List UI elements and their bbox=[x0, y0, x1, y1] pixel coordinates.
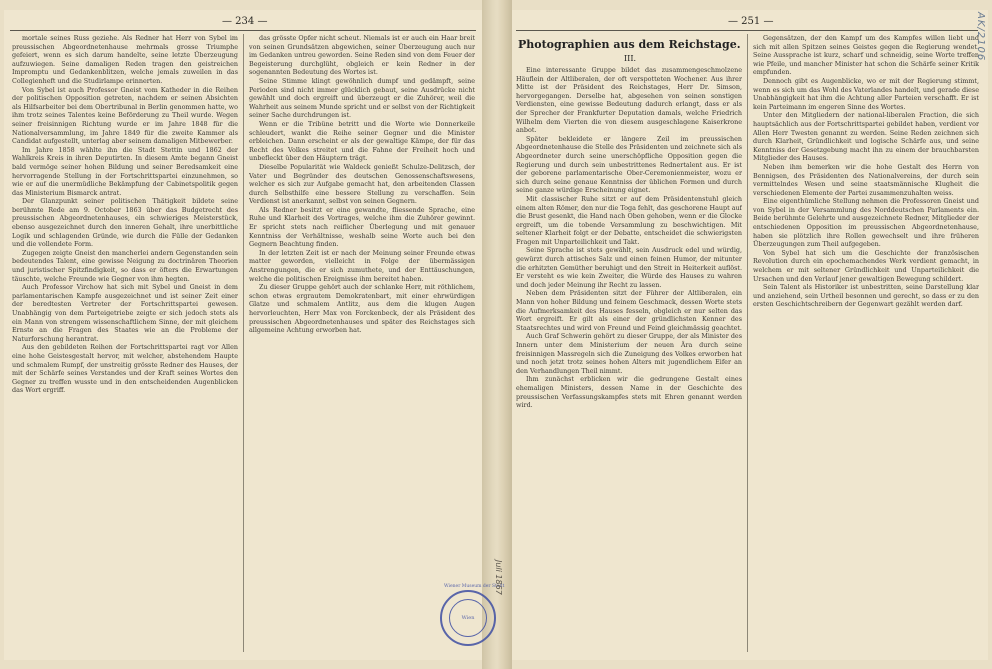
paragraph: Später bekleidete er längere Zeil im preussischen Abgeordnetenhause die Stelle des Präsidenten und zeichnete sich als Abgeordneter durch seine unerschöpfliche Opposition gegen die Regierung und durch sein unbestrittenes Rednertalent aus. Er ist der geborene parlamentarische Ober-Ceremonienmeister, wozu er sich durch seine genaue Kenntniss der üblichen Formen und durch seine ganze würdige Erscheinung eignet. bbox=[516, 134, 742, 195]
page-number-right: — 251 — bbox=[728, 16, 774, 27]
stamp-center bbox=[449, 599, 487, 637]
paragraph: das grösste Opfer nicht scheut. Niemals ist er auch ein Haar breit von seinen Grundsätzen abgewichen, seiner Überzeugung auch nur im Gedanken untreu geworden. Seine Reden sind von dem Feuer der Begeisterung durchglüht, obgleich er kein Redner in der sogenannten Bedeutung des Wortes ist. bbox=[249, 34, 475, 77]
column-divider-right bbox=[747, 34, 748, 652]
paragraph: Auch Professor Virchow hat sich mit Sybel und Gneist in dem parlamentarischen Kampfe ausgezeichnet und ist seiner Zeit einer der beredtesten Vertreter der Fortschrittspartei gewesen. Unabhängig von dem Parteigetriebe zeigte er sich jedoch stets als ein Mann von strengem wissenschaftlichem Sinne, der mit gleichem Ernste an die Fragen des Staates wie an die Probleme der Naturforschung herantrat. bbox=[12, 283, 238, 343]
pencil-annotation: Juli 1867 bbox=[494, 560, 503, 595]
paragraph: Dieselbe Popularität wie Waldeck genießt Schulze-Delitzsch, der Vater und Begründer des deutschen Genossenschaftswesens, welcher es sich zur Aufgabe gemacht hat, den arbeitenden Classen durch Selbsthilfe eine bessere Stellung zu verschaffen. Sein Verdienst ist anerkannt, selbst von seinen Gegnern. bbox=[249, 162, 475, 206]
paragraph: Zugegen zeigte Gneist den mancherlei andern Gegenstanden sein bedeutendes Talent, eine gewisse Neigung zu doctrinären Theorien und juristischer Spitzfindigkeit, so dass er öfters die Erwartungen täuschte, welche Freunde wie Gegner von ihm hegten. bbox=[12, 248, 238, 283]
paragraph: Neben ihm bemerken wir die hohe Gestalt des Herrn von Bennigsen, des Präsidenten des Nationalvereins, der durch sein vermittelndes Wesen und seine staatsmännische Klugheit die verschiedenen Elemente der Partei zusammenzuhalten weiss. bbox=[753, 162, 979, 197]
left-page bbox=[4, 10, 482, 660]
paragraph: Von Sybel ist auch Professor Gneist vom Katheder in die Reihen der politischen Opposition getreten, nachdem er seinen Absichten als Hilfsarbeiter bei dem Obertribunal in Berlin genommen hatte, wo ihm trotz seines Talentes keine Beförderung zu Theil wurde. Wegen seiner freisinnigen Richtung wurde er im Jahre 1848 für die Nationalversammlung, im Jahre 1849 für die zweite Kammer als Candidat aufgestellt, unterlag aber seinem damaligen Mitbewerber. bbox=[12, 85, 238, 146]
library-stamp bbox=[440, 584, 505, 646]
paragraph: Unter den Mitgliedern der national-liberalen Fraction, die sich hauptsächlich aus der Fortschrittspartei gebildet haben, verdient vor Allen Herr Twesten genannt zu werden. Seine Reden zeichnen sich durch Klarheit, Gründlichkeit und logische Schärfe aus, und seine Kenntniss der Gesetzgebung macht ihn zu einem der brauchbarsten Mitglieder des Hauses. bbox=[753, 111, 979, 163]
right-page bbox=[512, 10, 988, 660]
header-rule-right bbox=[516, 30, 978, 31]
right-page-column-1 bbox=[516, 66, 742, 654]
paragraph: Der Glanzpunkt seiner politischen Thätigkeit bildete seine berühmte Rede am 9. October 1863 über das Budgetrecht des preussischen Abgeordnetenhauses, ein schwieriges Meisterstück, ebenso ausgezeichnet durch den inneren Gehalt, ihre unerbittliche Logik und schlagenden Gründe, wie durch die Fülle der Gedanken und die vollendete Form. bbox=[12, 197, 238, 249]
paragraph: Von Sybel hat sich um die Geschichte der französischen Revolution durch ein epochemachendes Werk verdient gemacht, in welchem er mit seltener Gründlichkeit und Unparteilichkeit die Ursachen und den Verlauf jener gewaltigen Bewegung schildert. bbox=[753, 248, 979, 283]
header-rule-left bbox=[10, 30, 476, 31]
page-number-left: — 234 — bbox=[222, 16, 268, 27]
paragraph: Wenn er die Tribüne betritt und die Worte wie Donnerkeile schleudert, wankt die Reihe seiner Gegner und die Minister erbleichen. Dann erscheint er als der gewaltige Kämpe, der für das Recht des Volkes streitet und die Fahne der Freiheit hoch und unbefleckt über den Häuptern trägt. bbox=[249, 119, 475, 163]
paragraph: Mit classischer Ruhe sitzt er auf dem Präsidentenstuhl gleich einem alten Römer, den nur die Toga fehlt, das geschorene Haupt auf die Brust gesenkt, die Hand nach Oben gehoben, wenn er die Glocke ergreift, um die tobende Versammlung zu beschwichtigen. Mit seltener Klarheit folgt er der Debatte, entscheidet die schwierigsten Fragen mit Unparteilichkeit und Takt. bbox=[516, 194, 742, 246]
paragraph: mortale seines Russ geziehe. Als Redner hat Herr von Sybel im preussischen Abgeordnetenhause mehrmals grosse Triumphe gefeiert, wenn es sich darum handelte, seine letzte Überzeugung aufzuwiegen. Seine damaligen Reden tragen den geistreichen Impromptu und Gedankenblitzen, welche jemals zuweilen in das Collegienheft und die Studirlampe erinnerten. bbox=[12, 34, 238, 85]
paragraph: Sein Talent als Historiker ist unbestritten, seine Darstellung klar und anziehend, sein Urtheil besonnen und gerecht, so dass er zu den ersten Geschichtschreibern der Gegenwart gezählt werden darf. bbox=[753, 283, 979, 309]
right-page-column-2 bbox=[753, 34, 979, 654]
paragraph: Eine interessante Gruppe bildet das zusammengeschmolzene Häuflein der Altliberalen, der oft verspotteten Wochener. Aus ihrer Mitte ist der Präsident des Reichstages, Herr Dr. Simson, hervorgegangen. Derselbe hat, abgesehen von seinen sonstigen Verdiensten, eine gewisse Bedeutung dadurch erlangt, dass er als der Sprecher der Frankfurter Deputation damals, welche Friedrich Wilhelm dem Vierten die von diesem ausgeschlagene Kaiserkrone anbot. bbox=[516, 66, 742, 135]
column-divider-left bbox=[243, 34, 244, 652]
paragraph: Seine Sprache ist stets gewählt, sein Ausdruck edel und würdig, gewürzt durch attisches Salz und einen feinen Humor, der mitunter die erhitzten Gemüther beruhigt und den Streit in Heiterkeit auflöst. Er versteht es wie kein Zweiter, die Würde des Hauses zu wahren und doch jeder Meinung ihr Recht zu lassen. bbox=[516, 246, 742, 289]
paragraph: Auch Graf Schwerin gehört zu dieser Gruppe, der als Minister des Innern unter dem Ministerium der neuen Ära durch seine freisinnigen Massregeln sich die Zuneigung des Volkes erworben hat und noch jetzt trotz seines hohen Alters mit jugendlichem Eifer an den Verhandlungen Theil nimmt. bbox=[516, 332, 742, 375]
handwritten-catalog-number: AK/2106 bbox=[975, 12, 986, 62]
paragraph: Seine Stimme klingt gewöhnlich dumpf und gedämpft, seine Perioden sind nicht immer glücklich gebaut, seine Ausdrücke nicht gewählt und doch ergreift und überzeugt er die Zuhörer, weil die Wahrheit aus seinem Munde spricht und er selbst von der Richtigkeit seiner Sache durchdrungen ist. bbox=[249, 76, 475, 120]
paragraph: Eine eigenthümliche Stellung nehmen die Professoren Gneist und von Sybel in der Versammlung des Norddeutschen Parlaments ein. Beide berühmte Gelehrte und ausgezeichnete Redner, Mitglieder der entschiedenen Opposition im preussischen Abgeordnetenhause, haben sie plötzlich ihre Rollen gewechselt und ihre früheren Überzeugungen zum Theil aufgegeben. bbox=[753, 197, 979, 249]
paragraph: Ihm zunächst erblicken wir die gedrungene Gestalt eines ehemaligen Ministers, dessen Name in der Geschichte des preussischen Verfassungskampfes stets mit Ehren genannt werden wird. bbox=[516, 375, 742, 410]
paragraph: Gegensätzen, der den Kampf um des Kampfes willen liebt und sich mit allen Spitzen seines Geistes gegen die Regierung wendet. Seine Aussprache ist kurz, scharf und schneidig, seine Worte treffen wie Pfeile, und mancher Minister hat schon die Schärfe seiner Kritik empfunden. bbox=[753, 34, 979, 77]
paragraph: Im Jahre 1858 wählte ihn die Stadt Stettin und 1862 der Wahlkreis Kreis in ihren Deputirten. In diesem Amte begann Gneist bald vermöge seiner hohen Bildung und seiner Beredsamkeit eine hervorragende Stellung in der Fortschrittspartei einzunehmen, so wie er auf die unermüdliche Bekämpfung der Cabinetspolitik gegen das Ministerium Bismarck antrat. bbox=[12, 145, 238, 197]
paragraph: Als Redner besitzt er eine gewandte, fliessende Sprache, eine Ruhe und Klarheit des Vortrages, welche ihm die Zuhörer gewinnt. Er spricht stets nach reiflicher Überlegung und mit genauer Kenntniss der Verhältnisse, weshalb seine Worte auch bei den Gegnern Beachtung finden. bbox=[249, 205, 475, 249]
article-title: Photographien aus dem Reichstage. bbox=[518, 38, 741, 51]
left-page-column-2 bbox=[249, 34, 475, 654]
paragraph: Zu dieser Gruppe gehört auch der schlanke Herr, mit röthlichem, schon etwas ergrautem Demokratenbart, mit einer ehrwürdigen Glatze und schmalem Antlitz, aus dem die klugen Augen hervorleuchten, Herr Max von Forckenbeck, der als Präsident des preussischen Abgeordnetenhauses und später des Reichstages sich allgemeine Achtung erworben hat. bbox=[249, 283, 475, 335]
paragraph: Neben dem Präsidenten sitzt der Führer der Altliberalen, ein Mann von hoher Bildung und feinem Geschmack, dessen Worte stets die Aufmerksamkeit des Hauses fesseln, obgleich er nur selten das Wort ergreift. Er gilt als einer der gründlichsten Kenner des Staatsrechtes und wird von Freund und Feind gleichmässig geachtet. bbox=[516, 289, 742, 332]
left-page-column-1 bbox=[12, 34, 238, 654]
stamp-outer-text: Wiener Museum der Stadt bbox=[444, 584, 505, 589]
stamp-inner-text: Wien bbox=[461, 615, 475, 621]
paragraph: In der letzten Zeit ist er nach der Meinung seiner Freunde etwas matter geworden, vielleicht in Folge der übermässigen Anstrengungen, die er sich zumuthete, und der Enttäuschungen, welche die politischen Ereignisse ihm bereitet haben. bbox=[249, 248, 475, 283]
paragraph: Dennoch gibt es Augenblicke, wo er mit der Regierung stimmt, wenn es sich um das Wohl des Vaterlandes handelt, und gerade diese Unabhängigkeit hat ihm die Achtung aller Parteien verschafft. Er ist kein Parteimann im engeren Sinne des Wortes. bbox=[753, 76, 979, 111]
paragraph: Aus den gebildeten Reihen der Fortschrittspartei ragt vor Allen eine hohe Geistesgestalt hervor, mit welcher, abstehendem Haupte und schmalem Rumpf, der unstreitig grösste Redner des Hauses, der mit der Schärfe seines Verstandes und der Kraft seines Wortes den Gegner zu treffen wusste und in den entscheidenden Augenblicken das Wort ergriff. bbox=[12, 343, 238, 395]
article-section-number: III. bbox=[624, 54, 637, 63]
